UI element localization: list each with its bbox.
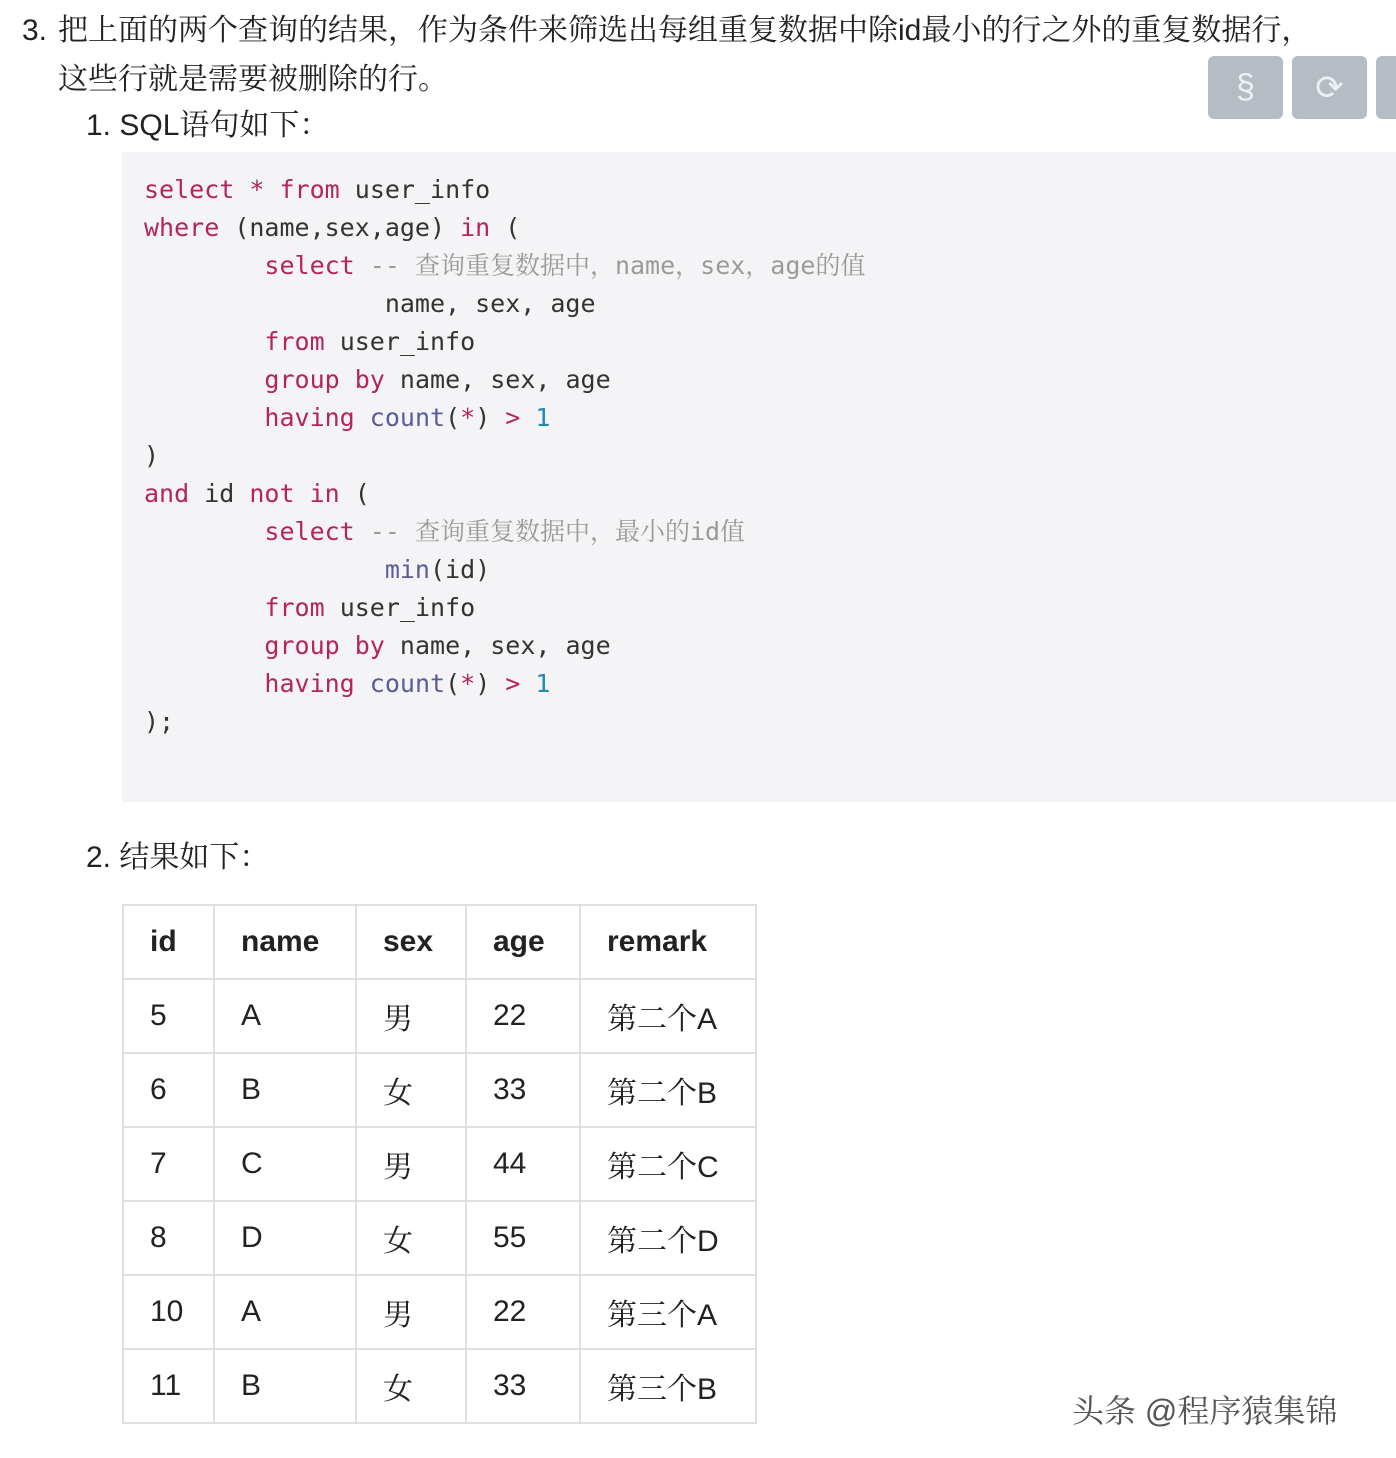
cell-id: 7 [123,1127,214,1201]
step-text-line-1: 把上面的两个查询的结果，作为条件来筛选出每组重复数据中除id最小的行之外的重复数据行， [58,14,1312,47]
cell-age: 44 [466,1127,580,1201]
cell-id: 10 [123,1275,214,1349]
refresh-icon: ⟳ [1315,68,1344,107]
step-number: 3. [22,14,48,47]
header-name: name [214,905,356,979]
header-age: age [466,905,580,979]
cell-id: 6 [123,1053,214,1127]
step-text-line-2: 这些行就是需要被删除的行。 [58,63,448,96]
table-row [123,1053,756,1127]
sub-heading-result: 2. 结果如下： [86,841,270,874]
cell-sex: 女 [356,1053,466,1127]
cell-age: 33 [466,1349,580,1423]
table-row [123,1127,756,1201]
cell-remark: 第二个B [580,1053,756,1127]
sql-code: select * from user_info where (name,sex,age) in ( select -- 查询重复数据中，name，sex，age的值 name, sex, age from user_info group by name, sex, age having count(*) > 1 ) and id not in ( select -- 查询重复数据中，最小的id值 min(id) from user_info group by name, sex, age having count(*) > 1 ); [144,175,866,736]
header-sex: sex [356,905,466,979]
cell-name: A [214,1275,356,1349]
cell-remark: 第三个A [580,1275,756,1349]
table-row [123,979,756,1053]
step-3-paragraph [22,6,1392,104]
cell-sex: 男 [356,1275,466,1349]
cell-age: 22 [466,1275,580,1349]
cell-name: B [214,1053,356,1127]
cell-name: A [214,979,356,1053]
table-row [123,1275,756,1349]
table-header-row [123,905,756,979]
cell-name: B [214,1349,356,1423]
cell-remark: 第二个A [580,979,756,1053]
cell-age: 33 [466,1053,580,1127]
cell-sex: 女 [356,1201,466,1275]
table-row [123,1201,756,1275]
cell-sex: 男 [356,979,466,1053]
code-comment-1: -- 查询重复数据中，name，sex，age的值 [369,251,866,280]
cell-name: C [214,1127,356,1201]
more-button[interactable] [1376,56,1396,119]
section-button[interactable] [1208,56,1283,119]
code-block [122,152,1396,802]
table-row [123,1349,756,1423]
result-table [122,904,757,1424]
cell-remark: 第三个B [580,1349,756,1423]
cell-sex: 女 [356,1349,466,1423]
cell-id: 8 [123,1201,214,1275]
code-toolbar [1208,56,1396,119]
code-comment-2: -- 查询重复数据中，最小的id值 [369,517,746,546]
cell-remark: 第二个D [580,1201,756,1275]
refresh-button[interactable] [1292,56,1367,119]
header-remark: remark [580,905,756,979]
step-line-1 [22,6,1392,55]
cell-id: 11 [123,1349,214,1423]
cell-age: 22 [466,979,580,1053]
cell-sex: 男 [356,1127,466,1201]
cell-age: 55 [466,1201,580,1275]
cell-id: 5 [123,979,214,1053]
header-id: id [123,905,214,979]
sub-heading-sql: 1. SQL语句如下： [86,109,330,142]
section-icon: § [1236,68,1255,106]
cell-name: D [214,1201,356,1275]
watermark: 头条 @程序猿集锦 [1072,1393,1338,1429]
cell-remark: 第二个C [580,1127,756,1201]
